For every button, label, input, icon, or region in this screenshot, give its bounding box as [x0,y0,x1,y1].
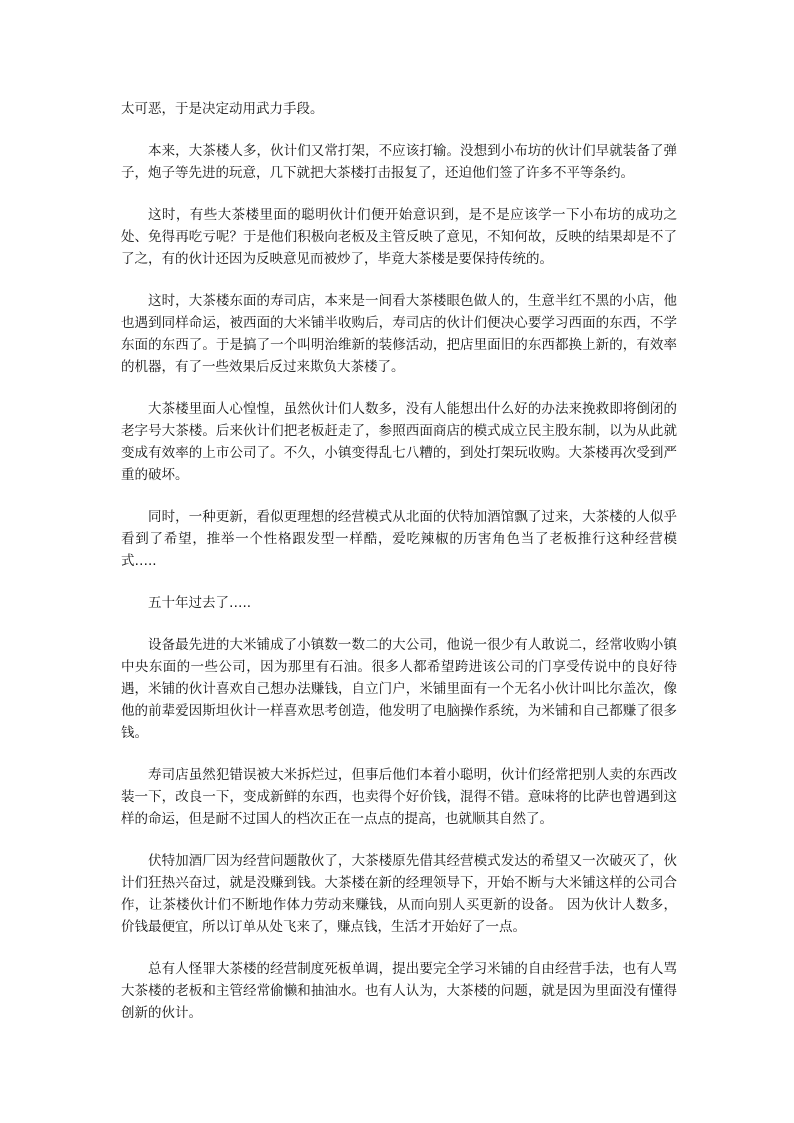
paragraph-8: 设备最先进的大米铺成了小镇数一数二的大公司，他说一很少有人敢说二，经常收购小镇中央东面的一些公司，因为那里有石油。很多人都希望跨进该公司的门享受传说中的良好待遇，米铺的伙计喜欢自己想办法赚钱，自立门户，米铺里面有一个无名小伙计叫比尔盖次，像他的前辈爱因斯坦伙计一样喜欢思考创造，他发明了电脑操作系统，为米铺和自己都赚了很多钱。 [121,637,677,741]
paragraph-5: 大茶楼里面人心惶惶，虽然伙计们人数多，没有人能想出什么好的办法来挽救即将倒闭的老字号大茶楼。后来伙计们把老板赶走了，参照西面商店的模式成立民主股东制，以为从此就变成有效率的上市公司了。不久，小镇变得乱七八糟的，到处打架玩收购。大茶楼再次受到严重的破坏。 [121,401,677,483]
document-body [121,98,677,1044]
paragraph-9: 寿司店虽然犯错误被大米拆烂过，但事后他们本着小聪明，伙计们经常把别人卖的东西改装一下，改良一下，变成新鲜的东西，也卖得个好价钱，混得不错。意味将的比萨也曾遇到这样的命运，但是耐不过国人的档次正在一点点的提高，也就顺其自然了。 [121,767,677,827]
paragraph-10: 伏特加酒厂因为经营问题散伙了，大茶楼原先借其经营模式发达的希望又一次破灭了，伙计们狂热兴奋过，就是没赚到钱。大茶楼在新的经理领导下，开始不断与大米铺这样的公司合作，让茶楼伙计们不断地作体力劳动来赚钱，从而向别人买更新的设备。 因为伙计人数多，价钱最便宜，所以订单从处飞来了，赚点钱，生活才开始好了一点。 [121,853,677,935]
paragraph-2: 本来，大茶楼人多，伙计们又常打架，不应该打输。没想到小布坊的伙计们早就装备了弹子，炮子等先进的玩意，几下就把大茶楼打击报复了，还迫他们签了许多不平等条约。 [121,143,677,181]
paragraph-3: 这时，有些大茶楼里面的聪明伙计们便开始意识到，是不是应该学一下小布坊的成功之处、免得再吃亏呢？于是他们积极向老板及主管反映了意见，不知何故，反映的结果却是不了了之，有的伙计还因为反映意见而被炒了，毕竟大茶楼是要保持传统的。 [121,207,677,267]
paragraph-11: 总有人怪罪大茶楼的经营制度死板单调，提出要完全学习米铺的自由经营手法，也有人骂大茶楼的老板和主管经常偷懒和抽油水。也有人认为，大茶楼的问题，就是因为里面没有懂得创新的伙计。 [121,961,677,1021]
paragraph-4: 这时，大茶楼东面的寿司店，本来是一间看大茶楼眼色做人的，生意半红不黑的小店，他也遇到同样命运，被西面的大米铺半收购后，寿司店的伙计们便决心要学习西面的东西，不学东面的东西了。于是搞了一个叫明治维新的装修活动，把店里面旧的东西都换上新的，有效率的机器，有了一些效果后反过来欺负大茶楼了。 [121,293,677,375]
paragraph-6: 同时，一种更新，看似更理想的经营模式从北面的伏特加酒馆飘了过来，大茶楼的人似乎看到了希望，推举一个性格跟发型一样酷，爱吃辣椒的历害角色当了老板推行这种经营模式….. [121,509,677,569]
paragraph-7: 五十年过去了….. [148,595,252,611]
paragraph-1: 太可恶，于是决定动用武力手段。 [121,101,324,117]
